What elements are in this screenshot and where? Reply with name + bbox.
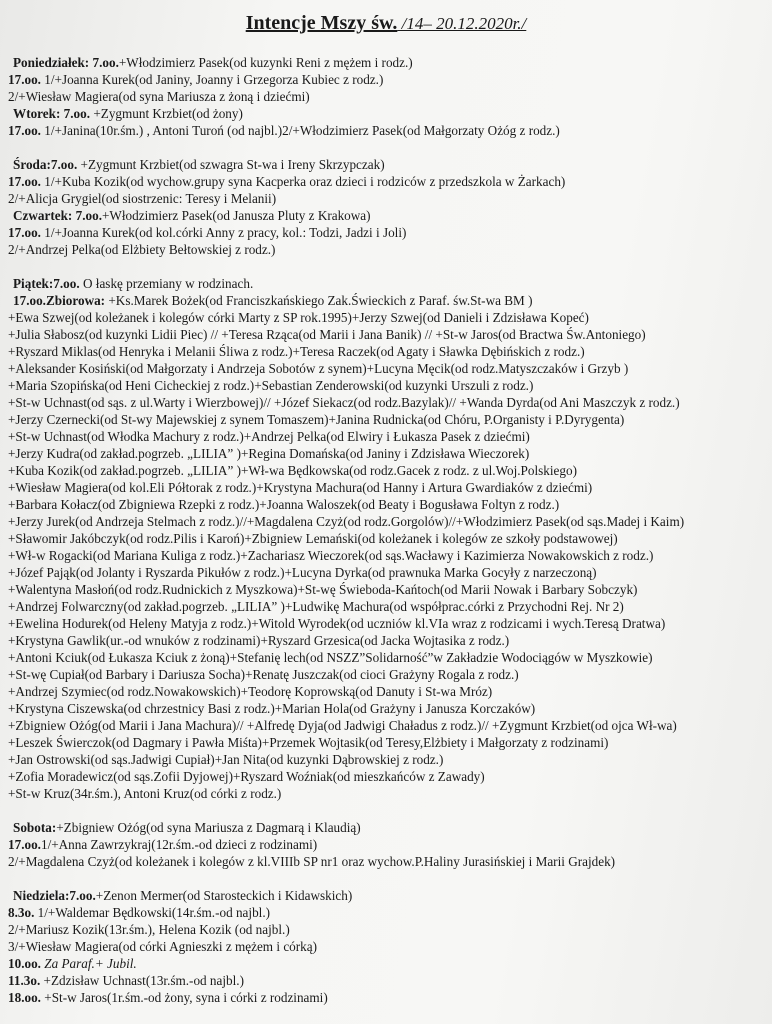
sunday-line-3: 2/+Mariusz Kozik(13r.śm.), Helena Kozik (od najbl.) xyxy=(8,922,290,937)
intention-left: +Zofia Moradewicz(od sąs.Zofii Dyjowej) xyxy=(8,769,233,784)
friday-intention-row xyxy=(8,785,768,802)
intention-left: +Sławomir Jakóbczyk(od rodz.Pilis i Karoń) xyxy=(8,531,245,546)
intention-right: +Regina Domańska(od Janiny i Zdzisława Wieczorek) xyxy=(240,446,530,461)
intention-left: +Antoni Kciuk(od Łukasza Kciuk z żoną) xyxy=(8,650,230,665)
intention-left: +Julia Słabosz(od kuzynki Lidii Piec) // +Teresa Rząca(od Marii i Jana Banik) // +St-w Jaros(od Bractwa Św.Antoniego) xyxy=(8,327,646,342)
page-title xyxy=(0,10,772,37)
intention-left: +Maria Szopińska(od Heni Cicheckiej z rodz.) xyxy=(8,378,255,393)
intention-left: +St-w Uchnast(od Włodka Machury z rodz.) xyxy=(8,429,244,444)
intention-right: +Lucyna Dyrka(od prawnuka Marka Gocyły z narzeczoną) xyxy=(284,565,597,580)
friday-intention-row xyxy=(8,445,768,462)
wednesday-line-2: 17.oo. 1/+Kuba Kozik(od wychow.grupy syna Kacperka oraz dzieci i rodziców z przedszkola w Żarkach) xyxy=(8,174,566,189)
intention-right: +St-wę Świeboda-Kańtoch(od Marii Nowak i Barbary Sobczyk) xyxy=(297,582,638,597)
friday-intention-row xyxy=(8,411,768,428)
intention-left: +Jerzy Kudra(od zakład.pogrzeb. „LILIA” ) xyxy=(8,446,241,461)
wednesday-line-3: 2/+Alicja Grygiel(od siostrzenic: Teresy i Melanii) xyxy=(8,191,277,206)
sunday-line-4: 3/+Wiesław Magiera(od córki Agnieszki z mężem i córką) xyxy=(8,939,318,954)
friday-intention-row xyxy=(8,751,768,768)
intention-right: +Zachariasz Wieczorek(od sąs.Wacławy i Kazimierza Nowakowskich z rodz.) xyxy=(240,548,654,563)
tuesday-line-1: Wtorek: 7.oo. +Zygmunt Krzbiet(od żony) xyxy=(13,106,243,121)
intention-right: +Sebastian Zenderowski(od kuzynki Urszuli z rodz.) xyxy=(254,378,534,393)
friday-intention-row xyxy=(8,683,768,700)
saturday-line-2: 17.oo.1/+Anna Zawrzykraj(12r.śm.-od dzieci z rodzinami) xyxy=(8,837,318,852)
saturday-line-1: Sobota:+Zbigniew Ożóg(od syna Mariusza z Dagmarą i Klaudią) xyxy=(13,820,361,835)
friday-collective-list xyxy=(8,309,768,802)
intention-right: +Joanna Waloszek(od Beaty i Bogusława Foltyn z rodz.) xyxy=(259,497,560,512)
friday-intention-row xyxy=(8,564,768,581)
friday-intention-row xyxy=(8,734,768,751)
intention-left: +Andrzej Szymiec(od rodz.Nowakowskich) xyxy=(8,684,241,699)
friday-intention-row xyxy=(8,513,768,530)
friday-intention-row xyxy=(8,377,768,394)
intention-right: +Marian Hola(od Grażyny i Janusza Korczaków) xyxy=(274,701,536,716)
sunday-line-7: 18.oo. +St-w Jaros(1r.śm.-od żony, syna i córki z rodzinami) xyxy=(8,990,328,1005)
friday-intention-row xyxy=(8,666,768,683)
intention-left: +Wł-w Rogacki(od Mariana Kuliga z rodz.) xyxy=(8,548,241,563)
intention-right: +Teresa Raczek(od Agaty i Sławka Dębińskich z rodz.) xyxy=(292,344,585,359)
thursday-line-1: Czwartek: 7.oo.+Włodzimierz Pasek(od Janusza Pluty z Krakowa) xyxy=(13,208,371,223)
intention-right: +Ryszard Woźniak(od mieszkańców z Zawady) xyxy=(232,769,485,784)
intention-left: +Kuba Kozik(od zakład.pogrzeb. „LILIA” ) xyxy=(8,463,241,478)
intention-left: +Barbara Kołacz(od Zbigniewa Rzepki z rodz.) xyxy=(8,497,260,512)
thursday-line-3: 2/+Andrzej Pelka(od Elżbiety Bełtowskiej z rodz.) xyxy=(8,242,276,257)
sunday-line-1: Niedziela:7.oo.+Zenon Mermer(od Starosteckich i Kidawskich) xyxy=(13,888,353,903)
intention-left: +Jerzy Czernecki(od St-wy Majewskiej z synem Tomaszem) xyxy=(8,412,329,427)
title-date-range: /14– 20.12.2020r./ xyxy=(397,14,527,33)
friday-intention-row xyxy=(8,581,768,598)
friday-intention-row xyxy=(8,479,768,496)
sunday-line-5: 10.oo. Za Paraf.+ Jubil. xyxy=(8,956,137,971)
friday-intention-row xyxy=(8,768,768,785)
intention-left: +Leszek Świerczok(od Dagmary i Pawła Miśta) xyxy=(8,735,262,750)
intention-right: +Jerzy Szwej(od Danieli i Zdzisława Kopeć) xyxy=(351,310,589,325)
intention-left: +St-w Uchnast(od sąs. z ul.Warty i Wierzbowej)// +Józef Siekacz(od rodz.Bazylak)// +Wanda Dyrda(od Ani Maszczyk z rodz.) xyxy=(8,395,680,410)
intention-left: +St-wę Cupiał(od Barbary i Dariusza Socha) xyxy=(8,667,246,682)
saturday-line-3: 2/+Magdalena Czyż(od koleżanek i kolegów z kl.VIIIb SP nr1 oraz wychow.P.Haliny Jurasińskiej i Marii Grajdek) xyxy=(8,854,616,869)
intentions-list xyxy=(8,54,768,1006)
sunday-line-2: 8.3o. 1/+Waldemar Będkowski(14r.śm.-od najbl.) xyxy=(8,905,271,920)
friday-intention-row xyxy=(8,649,768,666)
intention-left: +Zbigniew Ożóg(od Marii i Jana Machura)// +Alfredę Dyja(od Jadwigi Chaładus z rodz.)// +Zygmunt Krzbiet(od ojca Wł-wa) xyxy=(8,718,677,733)
friday-intention-row xyxy=(8,462,768,479)
intention-right: +Zbigniew Lemański(od koleżanek i kolegów ze szkoły podstawowej) xyxy=(244,531,618,546)
friday-intention-row xyxy=(8,717,768,734)
intention-left: +St-w Kruz(34r.śm.), Antoni Kruz(od córki z rodz.) xyxy=(8,786,282,801)
intention-right: +Wł-wa Będkowska(od rodz.Gacek z rodz. z ul.Woj.Polskiego) xyxy=(241,463,577,478)
sunday-line-6: 11.3o. +Zdzisław Uchnast(13r.śm.-od najbl.) xyxy=(8,973,244,988)
friday-intention-row xyxy=(8,394,768,411)
monday-line-1: Poniedziałek: 7.oo.+Włodzimierz Pasek(od kuzynki Reni z mężem i rodz.) xyxy=(13,55,413,70)
friday-intention-row xyxy=(8,700,768,717)
intention-left: +Krystyna Gawlik(ur.-od wnuków z rodzinami) xyxy=(8,633,261,648)
friday-intention-row xyxy=(8,530,768,547)
intention-right: +Ludwikę Machura(od współprac.córki z Przychodni Rej. Nr 2) xyxy=(284,599,624,614)
intention-right: +Lucyna Męcik(od rodz.Matyszczaków i Grzyb ) xyxy=(366,361,629,376)
wednesday-line-1: Środa:7.oo. +Zygmunt Krzbiet(od szwagra St-wa i Ireny Skrzypczak) xyxy=(13,157,385,172)
friday-intention-row xyxy=(8,428,768,445)
intention-right: +Ryszard Grzesica(od Jacka Wojtasika z rodz.) xyxy=(260,633,510,648)
intention-left: +Ewa Szwej(od koleżanek i kolegów córki Marty z SP rok.1995) xyxy=(8,310,352,325)
intention-left: +Aleksander Kosiński(od Małgorzaty i Andrzeja Sobotów z synem) xyxy=(8,361,367,376)
title-main: Intencje Mszy św. xyxy=(245,12,398,34)
intention-right: +Teodorę Koprowską(od Danuty i St-wa Mróz) xyxy=(240,684,493,699)
friday-line-1: Piątek:7.oo. O łaskę przemiany w rodzinach. xyxy=(13,276,254,291)
intention-left: +Andrzej Folwarczny(od zakład.pogrzeb. „LILIA” ) xyxy=(8,599,285,614)
intention-right: +Jan Nita(od kuzynki Dąbrowskiej z rodz.) xyxy=(214,752,444,767)
friday-intention-row xyxy=(8,547,768,564)
intention-right: +Stefanię lech(od NSZZ”Solidarność”w Zakładzie Wodociągów w Myszkowie) xyxy=(229,650,653,665)
intention-left: +Krystyna Ciszewska(od chrzestnicy Basi z rodz.) xyxy=(8,701,275,716)
intention-left: +Walentyna Masłoń(od rodz.Rudnickich z Myszkowa) xyxy=(8,582,298,597)
intention-right: +Przemek Wojtasik(od Teresy,Elżbiety i Małgorzaty z rodzinami) xyxy=(261,735,609,750)
friday-intention-row xyxy=(8,309,768,326)
intention-left: +Józef Pająk(od Jolanty i Ryszarda Pikułów z rodz.) xyxy=(8,565,285,580)
intention-right: +Janina Rudnicka(od Chóru, P.Organisty i P.Dyrygenta) xyxy=(328,412,625,427)
tuesday-line-2-right: 2/+Włodzimierz Pasek(od Małgorzaty Ożóg z rodz.) xyxy=(282,123,560,138)
friday-line-2: 17.oo.Zbiorowa: +Ks.Marek Bożek(od Franciszkańskiego Zak.Świeckich z Paraf. św.St-wa BM ) xyxy=(13,293,533,308)
intention-left: +Wiesław Magiera(od kol.Eli Półtorak z rodz.) xyxy=(8,480,257,495)
friday-intention-row xyxy=(8,360,768,377)
intention-left: +Ryszard Miklas(od Henryka i Melanii Śliwa z rodz.) xyxy=(8,344,293,359)
intention-left: +Jan Ostrowski(od sąs.Jadwigi Cupiał) xyxy=(8,752,215,767)
friday-intention-row xyxy=(8,326,768,343)
intention-left: +Ewelina Hodurek(od Heleny Matyja z rodz.) xyxy=(8,616,252,631)
friday-intention-row xyxy=(8,343,768,360)
monday-line-3: 2/+Wiesław Magiera(od syna Mariusza z żoną i dziećmi) xyxy=(8,89,310,104)
intention-left: +Jerzy Jurek(od Andrzeja Stelmach z rodz.)//+Magdalena Czyż(od rodz.Gorgolów)//+Włodzimierz Pasek(od sąs.Madej i Kaim) xyxy=(8,514,685,529)
intention-right: +Krystyna Machura(od Hanny i Artura Gwardiaków z dziećmi) xyxy=(256,480,593,495)
tuesday-line-2: 17.oo. 1/+Janina(10r.śm.) , Antoni Turoń (od najbl.)2/+Włodzimierz Pasek(od Małgorzaty Ożóg z rodz.) xyxy=(8,123,560,138)
intention-right: +Renatę Juszczak(od cioci Grażyny Rogala z rodz.) xyxy=(245,667,519,682)
intention-right: +Witold Wyrodek(od uczniów kl.VIa wraz z rodzicami i wych.Teresą Dratwa) xyxy=(251,616,666,631)
friday-intention-row xyxy=(8,598,768,615)
thursday-line-2: 17.oo. 1/+Joanna Kurek(od kol.córki Anny z pracy, kol.: Todzi, Jadzi i Joli) xyxy=(8,225,407,240)
friday-intention-row xyxy=(8,615,768,632)
friday-intention-row xyxy=(8,632,768,649)
friday-intention-row xyxy=(8,496,768,513)
monday-line-2: 17.oo. 1/+Joanna Kurek(od Janiny, Joanny i Grzegorza Kubiec z rodz.) xyxy=(8,72,384,87)
intention-right: +Andrzej Pelka(od Elwiry i Łukasza Pasek z dziećmi) xyxy=(243,429,530,444)
